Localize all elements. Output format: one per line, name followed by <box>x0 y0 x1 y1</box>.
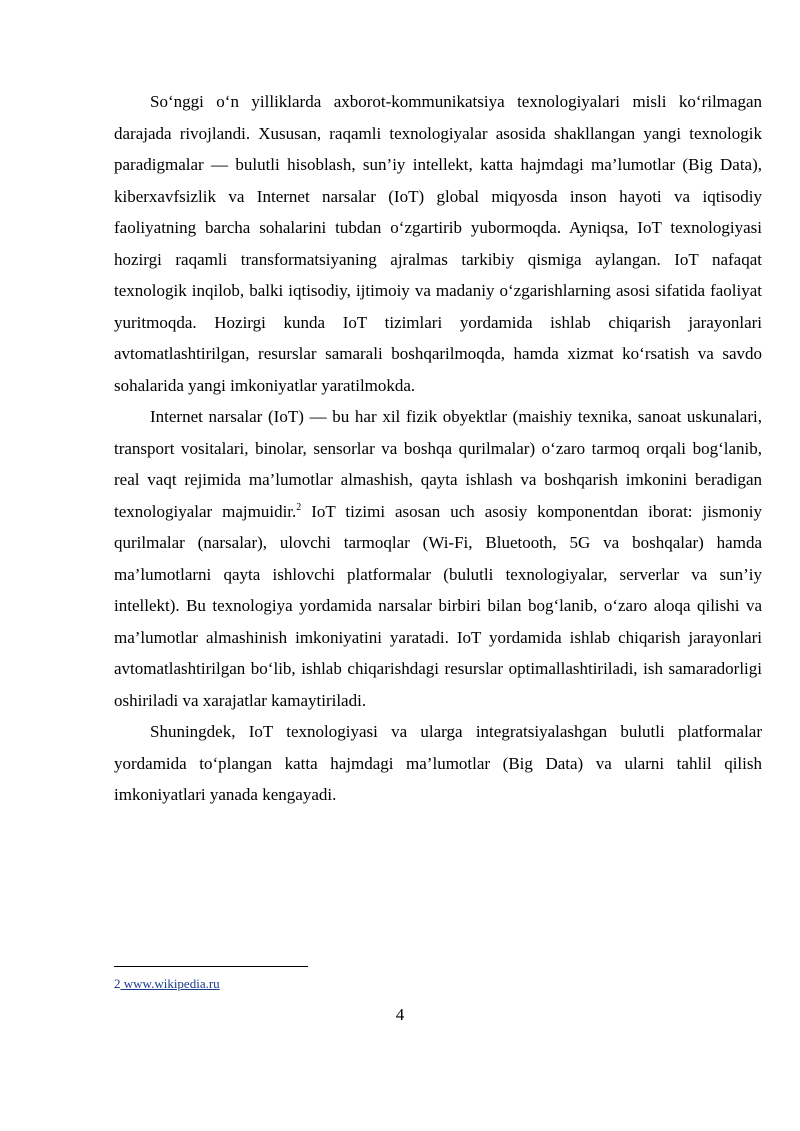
footnote <box>114 975 220 993</box>
footnote-number: 2 <box>114 976 121 991</box>
footnote-reference[interactable]: 2 <box>296 501 302 513</box>
paragraph-text: IoT tizimi asosan uch asosiy komponentdan iborat: jismoniy qurilmalar (narsalar), ulovchi tarmoqlar (Wi-Fi, Bluetooth, 5G va boshqalar) hamda ma’lumotlarni qayta ishlovchi platformalar (bulutli texnologiyalar, serverlar va sun’iy intellekt). Bu texnologiya yordamida narsalar birbiri bilan bog‘lanib, o‘zaro aloqa qilishi va ma’lumotlar almashinish imkoniyatini yaratadi. IoT yordamida ishlab chiqarish jarayonlari avtomatlashtirilgan bo‘lib, ishlab chiqarishdagi resurslar optimallashtiriladi, ish samaradorligi oshiriladi va xarajatlar kamaytiriladi. <box>114 501 762 710</box>
footnote-link[interactable]: www.wikipedia.ru <box>120 976 220 991</box>
paragraph-text: Internet narsalar (IoT) — bu har xil fizik obyektlar (maishiy texnika, sanoat uskunalari, transport vositalari, binolar, sensorlar va boshqa qurilmalar) o‘zaro tarmoq orqali bog‘lanib, real vaqt rejimida ma’lumotlar almashish, qayta ishlash va boshqarish imkonini beradigan texnologiyalar majmuidir. <box>114 407 762 521</box>
page-number: 4 <box>395 1005 405 1024</box>
paragraph-big-data: Shuningdek, IoT texnologiyasi va ularga integratsiyalashgan bulutli platformalar yordamida to‘plangan katta hajmdagi ma’lumotlar (Big Data) va ularni tahlil qilish imkoniyatlari yanada kengayadi. <box>114 722 762 804</box>
paragraph-iot-definition <box>114 401 762 716</box>
document-body <box>114 86 762 811</box>
paragraph-intro: So‘nggi o‘n yilliklarda axborot-kommunikatsiya texnologiyalari misli ko‘rilmagan darajada rivojlandi. Xususan, raqamli texnologiyalar asosida shakllangan yangi texnologik paradigmalar — bulutli hisoblash, sun’iy intellekt, katta hajmdagi ma’lumotlar (Big Data), kiberxavfsizlik va Internet narsalar (IoT) global miqyosda inson hayoti va iqtisodiy faoliyatning barcha sohalarini tubdan o‘zgartirib yubormoqda. Ayniqsa, IoT texnologiyasi hozirgi raqamli transformatsiyaning ajralmas tarkibiy qismiga aylangan. IoT nafaqat texnologik inqilob, balki iqtisodiy, ijtimoiy va madaniy o‘zgarishlarning asosi sifatida faoliyat yuritmoqda. Hozirgi kunda IoT tizimlari yordamida ishlab chiqarish jarayonlari avtomatlashtirilgan, resurslar samarali boshqarilmoqda, hamda xizmat ko‘rsatish va savdo sohalarida yangi imkoniyatlar yaratilmokda. <box>114 92 762 395</box>
footnote-separator <box>114 966 308 967</box>
